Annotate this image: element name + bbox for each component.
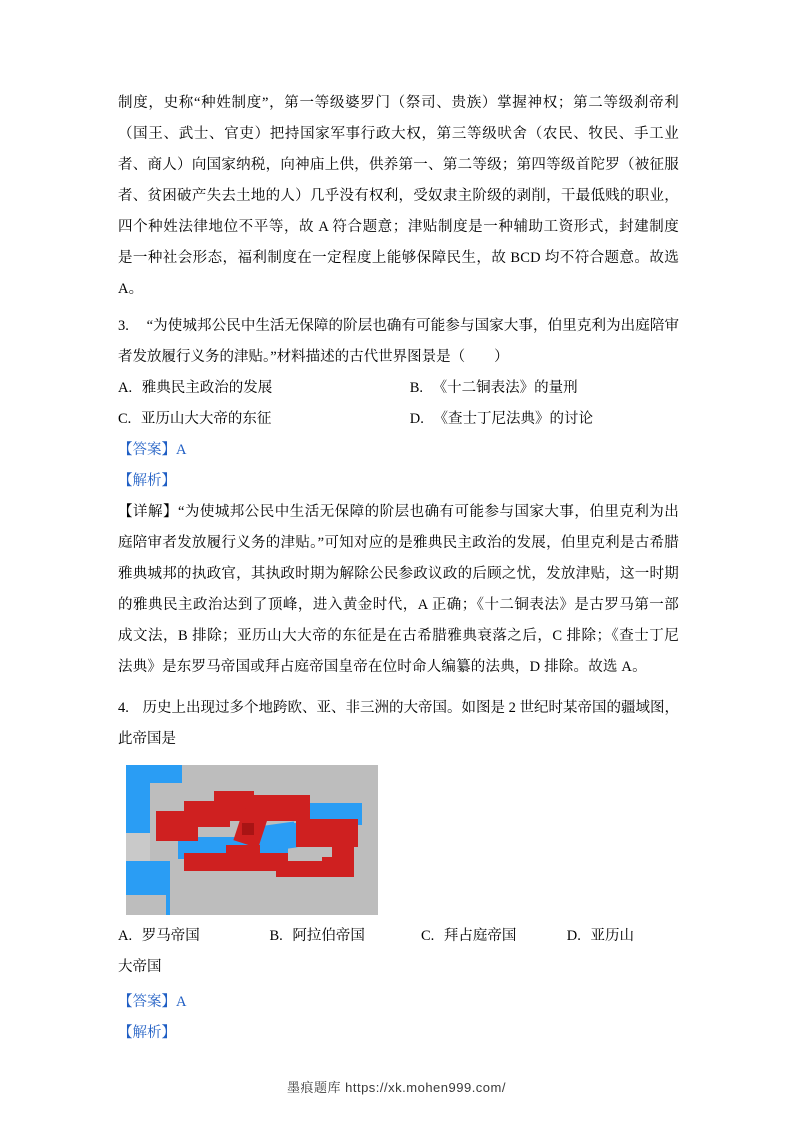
option-c-label: C. [118,411,132,427]
answer-value: A [176,994,187,1010]
detail-label: 【详解】 [118,504,178,520]
option-a [118,921,269,952]
option-d-text: 《查士丁尼法典》的讨论 [433,411,593,427]
option-d [567,921,679,952]
answer-label: 【答案】 [118,994,176,1010]
question-4-stem [118,693,679,755]
option-d-text-partial: 亚历山 [590,928,635,944]
option-a-text: 雅典民主政治的发展 [141,380,273,396]
map-empire-balkans [250,795,310,821]
question-4-figure [118,765,679,915]
question-4-stem-text: 历史上出现过多个地跨欧、亚、非三洲的大帝国。如图是 2 世纪时某帝国的疆域图，此帝国是 [118,700,679,747]
option-b-label: B. [269,928,283,944]
question-3-detail [118,497,679,683]
option-d-label: D. [566,928,581,944]
question-4-answer [118,987,679,1018]
question-4-options [118,921,679,952]
map-landmass-north [182,765,378,789]
detail-text: “为使城邦公民中生活无保障的阶层也确有可能参与国家大事，伯里克利为出庭陪审者发放履行义务的津贴。”可知对应的是雅典民主政治的发展，伯里克利是古希腊雅典城邦的执政官，其执政时期为解除公民参政议政的后顾之忧，发放津贴，这一时期的雅典民主政治达到了顶峰，进入黄金时代，A 正确；《十二铜表法》是古罗马第一部成文法，B 排除；亚历山大大帝的东征是在古希腊雅典衰落之后，C 排除；《查士丁尼法典》是东罗马帝国或拜占庭帝国皇帝在位时命人编纂的法典，D 排除。故选 A。 [118,504,679,675]
question-3 [118,311,679,683]
map-empire-sicily [226,845,260,859]
option-c-label: C. [420,928,435,944]
map-sahara [166,877,378,915]
option-a-label: A. [118,380,133,396]
option-d [410,404,679,435]
option-a-label: A. [118,928,133,944]
question-3-stem [118,311,679,373]
question-3-options [118,373,679,435]
map-capital-rome [242,823,254,835]
option-d-label: D. [409,411,424,427]
option-row-cd [118,404,679,435]
option-c [421,921,567,952]
option-c-text: 亚历山大大帝的东征 [140,411,272,427]
question-3-number: 3. [118,318,129,334]
question-4-number: 4. [118,700,129,716]
option-a [118,373,410,404]
page-footer: 墨痕题库 https://xk.mohen999.com/ [287,1080,506,1095]
paragraph-continued: 制度，史称“种姓制度”，第一等级婆罗门（祭司、贵族）掌握神权；第二等级刹帝利（国王、武士、官吏）把持国家军事行政大权，第三等级吠舍（农民、牧民、手工业者、商人）向国家纳税，向神庙上供，供养第一、第二等级；第四等级首陀罗（被征服者、贫困破产失去土地的人）几乎没有权利，受奴隶主阶级的剥削，干最低贱的职业，四个种姓法律地位不平等，故 A 符合题意；津贴制度是一种辅助工资形式，封建制度是一种社会形态，福利制度在一定程度上能够保障民生，故 BCD 均不符合题意。故选 A。 [118,95,679,297]
option-c-text: 拜占庭帝国 [443,928,517,944]
option-row-ab [118,373,679,404]
question-3-answer [118,435,679,466]
option-b [269,921,420,952]
roman-empire-map [126,765,378,915]
question-3-analysis-label: 【解析】 [118,473,176,489]
map-land-southwest [126,895,166,915]
answer-label: 【答案】 [118,442,176,458]
question-4 [118,693,679,1049]
option-a-text: 罗马帝国 [141,928,200,944]
option-b [410,373,679,404]
question-3-stem-text: “为使城邦公民中生活无保障的阶层也确有可能参与国家大事，伯里克利为出庭陪审者发放履行义务的津贴。”材料描述的古代世界图景是（ ） [118,318,680,365]
option-d-wrap: 大帝国 [118,959,162,975]
option-c [118,404,410,435]
question-4-analysis-label: 【解析】 [118,1025,176,1041]
answer-value: A [176,442,187,458]
option-b-label: B. [409,380,424,396]
option-b-text: 《十二铜表法》的量刑 [432,380,578,396]
option-b-text: 阿拉伯帝国 [292,928,365,944]
